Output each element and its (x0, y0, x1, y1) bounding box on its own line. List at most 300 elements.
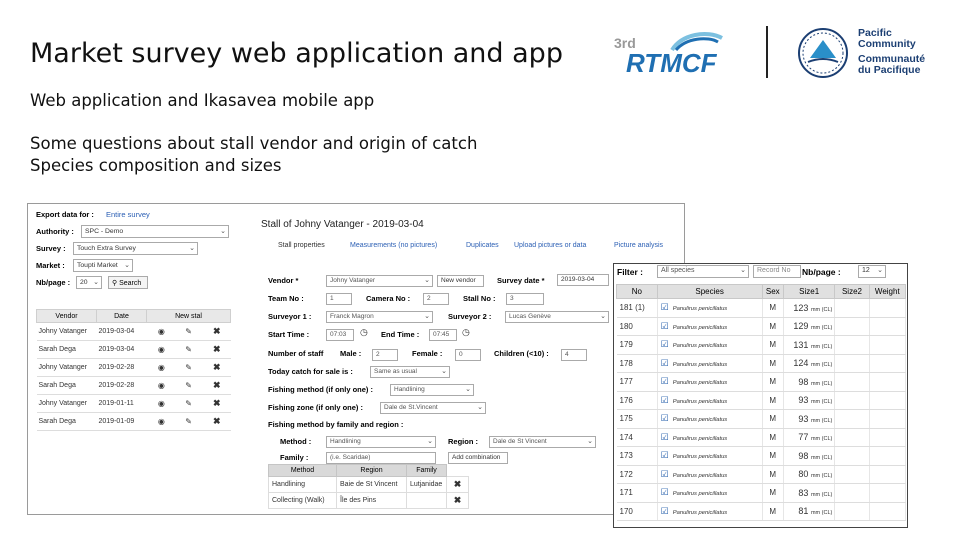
edit-icon[interactable]: ☑ (660, 487, 669, 498)
sex-cell: M (762, 336, 783, 355)
vendor-select[interactable] (326, 275, 433, 287)
table-row (617, 410, 906, 429)
date-cell: 2019-01-11 (97, 395, 147, 413)
search-icon: ⚲ (112, 280, 118, 287)
edit-icon[interactable]: ☑ (660, 505, 669, 516)
edit-icon[interactable]: ☑ (660, 394, 669, 405)
date-cell: 2019-02-28 (97, 377, 147, 395)
edit-icon[interactable]: ☑ (660, 431, 669, 442)
authority-value: SPC - Demo (85, 228, 124, 235)
clock-icon[interactable]: ◷ (462, 327, 470, 337)
surveyor2-select[interactable] (505, 311, 609, 323)
family-cell (407, 493, 447, 509)
record-no-cell: 171 (617, 484, 658, 503)
column-header: Method (269, 465, 337, 477)
nbpage-label: Nb/page : (36, 278, 71, 287)
size-unit: mm (CL) (810, 362, 833, 369)
add-combination-button[interactable]: Add combination (448, 452, 508, 464)
svg-text:3rd: 3rd (614, 35, 636, 51)
size-unit: mm (CL) (810, 343, 833, 350)
size1-cell (783, 299, 834, 318)
method-cell: Collecting (Walk) (269, 493, 337, 509)
catch-label: Today catch for sale is : (268, 367, 353, 376)
column-header: Region (337, 465, 407, 477)
size1-value: 93 (798, 395, 809, 406)
table-row (37, 413, 231, 431)
delete-icon[interactable]: ✖ (201, 377, 231, 395)
species-cell (657, 299, 762, 318)
eye-icon[interactable]: ◉ (147, 323, 175, 341)
size1-value: 123 (793, 302, 809, 313)
new-vendor-button[interactable]: New vendor (437, 275, 484, 287)
species-cell (657, 391, 762, 410)
size2-cell (835, 373, 869, 392)
species-cell (657, 354, 762, 373)
chevron-down-icon: ⌄ (441, 368, 447, 375)
size2-cell (835, 391, 869, 410)
table-row (37, 341, 231, 359)
column-header[interactable]: Vendor (37, 310, 97, 323)
catch-select[interactable] (370, 366, 450, 378)
species-cell (657, 410, 762, 429)
pc-logo-text: Communauté (858, 53, 926, 65)
size-unit: mm (CL) (810, 454, 833, 461)
column-header[interactable]: Weight (869, 285, 905, 299)
fishing-zone-value: Dale de St.Vincent (384, 404, 438, 411)
delete-icon[interactable]: ✖ (201, 359, 231, 377)
nbpage-select[interactable] (858, 265, 886, 278)
table-row (617, 299, 906, 318)
method2-value: Handlining (330, 438, 361, 445)
region-value: Dale de St Vincent (493, 438, 547, 445)
method-region-table (268, 464, 469, 509)
logo-divider (766, 26, 768, 78)
size2-cell (835, 354, 869, 373)
web-app-screenshot (27, 203, 685, 515)
species-cell (657, 502, 762, 521)
table-row (617, 336, 906, 355)
authority-select[interactable] (81, 225, 229, 238)
table-row (617, 447, 906, 466)
chevron-down-icon: ⌄ (124, 262, 130, 269)
table-row (617, 373, 906, 392)
date-cell: 2019-02-28 (97, 359, 147, 377)
species-measurements-panel (613, 263, 908, 528)
eye-icon[interactable]: ◉ (147, 341, 175, 359)
species-name: Panulirus penicillatus (672, 324, 728, 331)
tab-duplicates[interactable]: Duplicates (466, 242, 499, 249)
size2-cell (835, 317, 869, 336)
chevron-down-icon: ⌄ (189, 245, 195, 252)
table-row (37, 377, 231, 395)
record-no-cell: 176 (617, 391, 658, 410)
market-label: Market : (36, 261, 65, 270)
survey-date-label: Survey date * (497, 276, 545, 285)
export-label: Export data for : (36, 210, 94, 219)
sex-cell: M (762, 317, 783, 336)
method-by-family-label: Fishing method by family and region : (268, 420, 404, 429)
size-unit: mm (CL) (810, 417, 833, 424)
catch-value: Same as usual (374, 368, 417, 375)
search-button-label: Search (119, 280, 142, 287)
delete-icon[interactable]: ✖ (201, 341, 231, 359)
column-header[interactable]: No (617, 285, 658, 299)
record-no-cell: 177 (617, 373, 658, 392)
species-cell (657, 428, 762, 447)
nbpage-label: Nb/page : (802, 267, 841, 277)
end-time-input[interactable]: 07:45 (429, 329, 457, 341)
weight-cell (869, 391, 905, 410)
camera-no-label: Camera No : (366, 294, 411, 303)
species-name: Panulirus penicillatus (672, 380, 728, 387)
market-select[interactable] (73, 259, 133, 272)
species-name: Panulirus penicillatus (672, 343, 728, 350)
table-row (617, 484, 906, 503)
stall-no-label: Stall No : (463, 294, 496, 303)
nbpage-select[interactable] (76, 276, 102, 289)
species-cell (657, 484, 762, 503)
species-name: Panulirus penicillatus (672, 306, 728, 313)
svg-text:RTMCF: RTMCF (626, 48, 717, 78)
column-header[interactable]: Species (657, 285, 762, 299)
nbpage-value: 20 (80, 279, 88, 286)
size1-cell (783, 317, 834, 336)
eye-icon[interactable]: ◉ (147, 359, 175, 377)
surveyor1-value: Franck Magron (330, 313, 374, 320)
family-cell: Lutjanidae (407, 477, 447, 493)
column-header[interactable]: Sex (762, 285, 783, 299)
weight-cell (869, 484, 905, 503)
table-row (269, 477, 469, 493)
survey-label: Survey : (36, 244, 66, 253)
species-name: Panulirus penicillatus (672, 361, 728, 368)
edit-icon[interactable]: ✎ (174, 341, 201, 359)
survey-select[interactable] (73, 242, 198, 255)
table-row (617, 465, 906, 484)
weight-cell (869, 373, 905, 392)
size1-cell (783, 391, 834, 410)
method2-select[interactable] (326, 436, 436, 448)
species-cell (657, 447, 762, 466)
column-header[interactable]: Date (97, 310, 147, 323)
table-row (617, 428, 906, 447)
date-cell: 2019-03-04 (97, 323, 147, 341)
size2-cell (835, 447, 869, 466)
fishing-zone-select[interactable] (380, 402, 486, 414)
male-label: Male : (340, 349, 362, 358)
surveyor2-label: Surveyor 2 : (448, 312, 492, 321)
region-cell: Île des Pins (337, 493, 407, 509)
sex-cell: M (762, 354, 783, 373)
edit-icon[interactable]: ☑ (660, 468, 669, 479)
vendor-cell: Sarah Dega (37, 413, 97, 431)
filter-value: All species (661, 267, 695, 274)
record-no-cell: 173 (617, 447, 658, 466)
table-row (617, 391, 906, 410)
tab-measurements[interactable]: Measurements (no pictures) (350, 242, 438, 249)
sex-cell: M (762, 484, 783, 503)
weight-cell (869, 410, 905, 429)
family-label: Family : (280, 453, 309, 462)
survey-date-input[interactable]: 2019-03-04 (557, 274, 609, 286)
sex-cell: M (762, 447, 783, 466)
edit-icon[interactable]: ☑ (660, 450, 669, 461)
edit-icon[interactable]: ✎ (174, 395, 201, 413)
pc-logo-text: Community (858, 38, 916, 50)
vendor-table (36, 309, 231, 431)
delete-icon[interactable]: ✖ (201, 323, 231, 341)
family-input[interactable]: (i.e. Scaridae) (326, 452, 436, 464)
bullet-item: Some questions about stall vendor and origin of catch (30, 134, 478, 153)
species-name: Panulirus penicillatus (672, 417, 728, 424)
size1-value: 83 (798, 487, 809, 498)
chevron-down-icon: ⌄ (587, 438, 593, 445)
clock-icon[interactable]: ◷ (360, 327, 368, 337)
size1-cell (783, 484, 834, 503)
delete-icon[interactable]: ✖ (201, 413, 231, 431)
record-no-cell: 172 (617, 465, 658, 484)
size1-value: 129 (793, 321, 809, 332)
edit-icon[interactable]: ☑ (660, 376, 669, 387)
edit-icon[interactable]: ✎ (174, 323, 201, 341)
delete-icon[interactable]: ✖ (447, 493, 469, 509)
export-link[interactable]: Entire survey (106, 210, 150, 219)
weight-cell (869, 502, 905, 521)
surveyor2-value: Lucas Genève (509, 313, 551, 320)
chevron-down-icon: ⌄ (465, 386, 471, 393)
size-unit: mm (CL) (810, 399, 833, 406)
female-input[interactable]: 0 (455, 349, 481, 361)
size1-value: 81 (798, 506, 809, 517)
size2-cell (835, 465, 869, 484)
pc-logo-text: Pacific (858, 27, 892, 39)
species-name: Panulirus penicillatus (672, 509, 728, 516)
chevron-down-icon: ⌄ (220, 228, 226, 235)
record-no-cell: 174 (617, 428, 658, 447)
weight-cell (869, 428, 905, 447)
pc-logo-text: du Pacifique (858, 64, 921, 76)
table-row (37, 395, 231, 413)
edit-icon[interactable]: ☑ (660, 357, 669, 368)
column-header: Family (407, 465, 447, 477)
tab-stall-properties[interactable]: Stall properties (278, 242, 325, 249)
chevron-down-icon: ⌄ (93, 279, 99, 286)
size1-cell (783, 373, 834, 392)
authority-label: Authority : (36, 227, 74, 236)
edit-icon[interactable]: ✎ (174, 377, 201, 395)
size2-cell (835, 410, 869, 429)
size1-cell (783, 354, 834, 373)
size1-cell (783, 336, 834, 355)
size2-cell (835, 428, 869, 447)
species-name: Panulirus penicillatus (672, 398, 728, 405)
size1-value: 77 (798, 432, 809, 443)
sex-cell: M (762, 391, 783, 410)
sex-cell: M (762, 465, 783, 484)
fishing-method-select[interactable] (390, 384, 474, 396)
record-no-cell: 175 (617, 410, 658, 429)
size-unit: mm (CL) (810, 473, 833, 480)
size-unit: mm (CL) (810, 306, 833, 313)
size1-cell (783, 502, 834, 521)
table-row (617, 502, 906, 521)
record-no-cell: 181 (1) (617, 299, 658, 318)
chevron-down-icon: ⌄ (877, 267, 883, 274)
record-no-input[interactable]: Record No (753, 265, 801, 278)
end-time-label: End Time : (381, 330, 420, 339)
chevron-down-icon: ⌄ (477, 404, 483, 411)
rtmcf-logo (612, 28, 742, 78)
weight-cell (869, 447, 905, 466)
size-unit: mm (CL) (810, 380, 833, 387)
table-row (37, 359, 231, 377)
surveyor1-label: Surveyor 1 : (268, 312, 312, 321)
surveyor1-select[interactable] (326, 311, 433, 323)
vendor-value: Johny Vatanger (330, 277, 376, 284)
vendor-cell: Johny Vatanger (37, 323, 97, 341)
chevron-down-icon: ⌄ (600, 313, 606, 320)
size1-value: 98 (798, 450, 809, 461)
delete-icon[interactable]: ✖ (201, 395, 231, 413)
size2-cell (835, 336, 869, 355)
vendor-cell: Sarah Dega (37, 341, 97, 359)
weight-cell (869, 299, 905, 318)
number-of-staff-label: Number of staff (268, 349, 324, 358)
size1-value: 93 (798, 413, 809, 424)
female-label: Female : (412, 349, 443, 358)
slide-title: Market survey web application and app (30, 38, 563, 69)
vendor-cell: Sarah Dega (37, 377, 97, 395)
sex-cell: M (762, 502, 783, 521)
vendor-cell: Johny Vatanger (37, 359, 97, 377)
nbpage-value: 12 (862, 267, 870, 274)
table-row (617, 354, 906, 373)
record-no-cell: 179 (617, 336, 658, 355)
team-no-input[interactable]: 1 (326, 293, 352, 305)
fishing-zone-label: Fishing zone (if only one) : (268, 403, 363, 412)
delete-icon[interactable]: ✖ (447, 477, 469, 493)
sex-cell: M (762, 299, 783, 318)
species-name: Panulirus penicillatus (672, 435, 728, 442)
edit-icon[interactable]: ☑ (660, 339, 669, 350)
method-cell: Handlining (269, 477, 337, 493)
size1-cell (783, 428, 834, 447)
vendor-label: Vendor * (268, 276, 299, 285)
table-row (269, 493, 469, 509)
method2-label: Method : (280, 437, 312, 446)
eye-icon[interactable]: ◉ (147, 377, 175, 395)
species-name: Panulirus penicillatus (672, 472, 728, 479)
fishing-method-label: Fishing method (if only one) : (268, 385, 373, 394)
male-input[interactable]: 2 (372, 349, 398, 361)
stall-no-input[interactable]: 3 (506, 293, 544, 305)
market-value: Toupti Market (77, 262, 118, 269)
chevron-down-icon: ⌄ (427, 438, 433, 445)
size1-value: 98 (798, 376, 809, 387)
vendor-cell: Johny Vatanger (37, 395, 97, 413)
search-button[interactable] (108, 276, 148, 289)
start-time-label: Start Time : (268, 330, 310, 339)
eye-icon[interactable]: ◉ (147, 413, 175, 431)
slide-subtitle: Web application and Ikasavea mobile app (30, 91, 375, 110)
sex-cell: M (762, 410, 783, 429)
size-unit: mm (CL) (810, 491, 833, 498)
size1-value: 124 (793, 358, 809, 369)
tab-upload[interactable]: Upload pictures or data (514, 242, 587, 249)
bullet-list (30, 133, 477, 177)
species-cell (657, 373, 762, 392)
size1-cell (783, 465, 834, 484)
date-cell: 2019-03-04 (97, 341, 147, 359)
region-cell: Baie de St Vincent (337, 477, 407, 493)
bullet-item: Species composition and sizes (30, 156, 282, 175)
survey-filter-form (36, 207, 261, 292)
region-select[interactable] (489, 436, 596, 448)
filter-label: Filter : (617, 267, 643, 277)
sex-cell: M (762, 373, 783, 392)
size-unit: mm (CL) (810, 436, 833, 443)
weight-cell (869, 465, 905, 484)
size-unit: mm (CL) (810, 510, 833, 517)
species-name: Panulirus penicillatus (672, 491, 728, 498)
species-name: Panulirus penicillatus (672, 454, 728, 461)
species-table (616, 284, 906, 521)
record-no-cell: 180 (617, 317, 658, 336)
stall-title: Stall of Johny Vatanger - 2019-03-04 (261, 219, 424, 230)
column-header[interactable]: Size1 (783, 285, 834, 299)
tab-picture-analysis[interactable]: Picture analysis (614, 242, 664, 249)
species-cell (657, 336, 762, 355)
start-time-input[interactable]: 07:03 (326, 329, 354, 341)
size2-cell (835, 299, 869, 318)
chevron-down-icon: ⌄ (740, 267, 746, 274)
edit-icon[interactable]: ☑ (660, 302, 669, 313)
children-label: Children (<10) : (494, 349, 549, 358)
record-no-cell: 178 (617, 354, 658, 373)
size1-value: 80 (798, 469, 809, 480)
weight-cell (869, 317, 905, 336)
edit-icon[interactable]: ✎ (174, 359, 201, 377)
size2-cell (835, 484, 869, 503)
size1-value: 131 (793, 339, 809, 350)
region-label: Region : (448, 437, 478, 446)
edit-icon[interactable]: ✎ (174, 413, 201, 431)
species-cell (657, 317, 762, 336)
chevron-down-icon: ⌄ (424, 313, 430, 320)
camera-no-input[interactable]: 2 (423, 293, 449, 305)
species-cell (657, 465, 762, 484)
column-header[interactable]: New stal (147, 310, 231, 323)
edit-icon[interactable]: ☑ (660, 413, 669, 424)
column-header[interactable]: Size2 (835, 285, 869, 299)
size1-cell (783, 410, 834, 429)
weight-cell (869, 354, 905, 373)
record-no-cell: 170 (617, 502, 658, 521)
sex-cell: M (762, 428, 783, 447)
eye-icon[interactable]: ◉ (147, 395, 175, 413)
size-unit: mm (CL) (810, 325, 833, 332)
children-input[interactable]: 4 (561, 349, 587, 361)
size2-cell (835, 502, 869, 521)
weight-cell (869, 336, 905, 355)
chevron-down-icon: ⌄ (424, 277, 430, 284)
table-row (617, 317, 906, 336)
survey-value: Touch Extra Survey (77, 245, 136, 252)
date-cell: 2019-01-09 (97, 413, 147, 431)
edit-icon[interactable]: ☑ (660, 320, 669, 331)
filter-select[interactable] (657, 265, 749, 278)
size1-cell (783, 447, 834, 466)
